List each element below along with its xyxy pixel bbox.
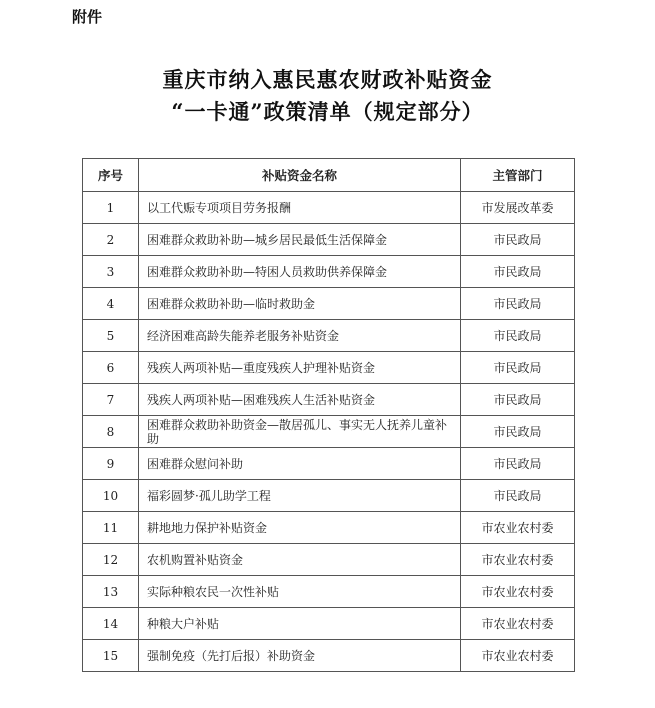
row-department: 市农业农村委 (461, 608, 575, 640)
row-number: 12 (83, 544, 139, 576)
table-row (83, 256, 575, 288)
row-subsidy-name: 种粮大户补贴 (139, 608, 461, 640)
table-row (83, 608, 575, 640)
row-subsidy-name: 经济困难高龄失能养老服务补贴资金 (139, 320, 461, 352)
row-number: 8 (83, 416, 139, 448)
row-number: 4 (83, 288, 139, 320)
row-department: 市发展改革委 (461, 192, 575, 224)
policy-table (82, 158, 575, 672)
document-title-line-2: “一卡通”政策清单（规定部分） (171, 99, 484, 124)
row-subsidy-name: 实际种粮农民一次性补贴 (139, 576, 461, 608)
attachment-label: 附件 (72, 8, 103, 26)
row-department: 市民政局 (461, 352, 575, 384)
row-number: 3 (83, 256, 139, 288)
table-row (83, 576, 575, 608)
row-number: 5 (83, 320, 139, 352)
row-subsidy-name: 困难群众救助补助—临时救助金 (139, 288, 461, 320)
header-number: 序号 (83, 159, 139, 192)
table-row (83, 288, 575, 320)
table-row (83, 512, 575, 544)
table-row (83, 448, 575, 480)
row-department: 市农业农村委 (461, 640, 575, 672)
table-row (83, 192, 575, 224)
row-department: 市民政局 (461, 256, 575, 288)
table-row (83, 224, 575, 256)
row-subsidy-name: 强制免疫（先打后报）补助资金 (139, 640, 461, 672)
table-row (83, 640, 575, 672)
table-row (83, 544, 575, 576)
row-department: 市民政局 (461, 416, 575, 448)
row-number: 10 (83, 480, 139, 512)
row-subsidy-name: 农机购置补贴资金 (139, 544, 461, 576)
table-row (83, 480, 575, 512)
row-subsidy-name: 残疾人两项补贴—重度残疾人护理补贴资金 (139, 352, 461, 384)
row-subsidy-name: 困难群众救助补助—特困人员救助供养保障金 (139, 256, 461, 288)
row-number: 9 (83, 448, 139, 480)
row-subsidy-name: 残疾人两项补贴—困难残疾人生活补贴资金 (139, 384, 461, 416)
table-row (83, 416, 575, 448)
row-department: 市民政局 (461, 224, 575, 256)
row-subsidy-name: 耕地地力保护补贴资金 (139, 512, 461, 544)
row-department: 市民政局 (461, 384, 575, 416)
row-number: 13 (83, 576, 139, 608)
row-number: 7 (83, 384, 139, 416)
header-department: 主管部门 (461, 159, 575, 192)
row-department: 市民政局 (461, 448, 575, 480)
row-subsidy-name: 困难群众救助补助资金—散居孤儿、事实无人抚养儿童补助 (139, 416, 461, 448)
row-number: 1 (83, 192, 139, 224)
table-row (83, 320, 575, 352)
row-subsidy-name: 困难群众慰问补助 (139, 448, 461, 480)
row-department: 市农业农村委 (461, 576, 575, 608)
row-subsidy-name: 福彩圆梦·孤儿助学工程 (139, 480, 461, 512)
row-department: 市民政局 (461, 288, 575, 320)
row-subsidy-name: 困难群众救助补助—城乡居民最低生活保障金 (139, 224, 461, 256)
row-number: 11 (83, 512, 139, 544)
table-header-row (83, 159, 575, 192)
row-number: 2 (83, 224, 139, 256)
row-department: 市民政局 (461, 480, 575, 512)
row-number: 6 (83, 352, 139, 384)
row-number: 14 (83, 608, 139, 640)
table-row (83, 384, 575, 416)
row-department: 市民政局 (461, 320, 575, 352)
row-department: 市农业农村委 (461, 544, 575, 576)
document-title-line-1: 重庆市纳入惠民惠农财政补贴资金 (162, 67, 493, 92)
header-subsidy-name: 补贴资金名称 (139, 159, 461, 192)
table-row (83, 352, 575, 384)
row-department: 市农业农村委 (461, 512, 575, 544)
row-number: 15 (83, 640, 139, 672)
row-subsidy-name: 以工代赈专项项目劳务报酬 (139, 192, 461, 224)
